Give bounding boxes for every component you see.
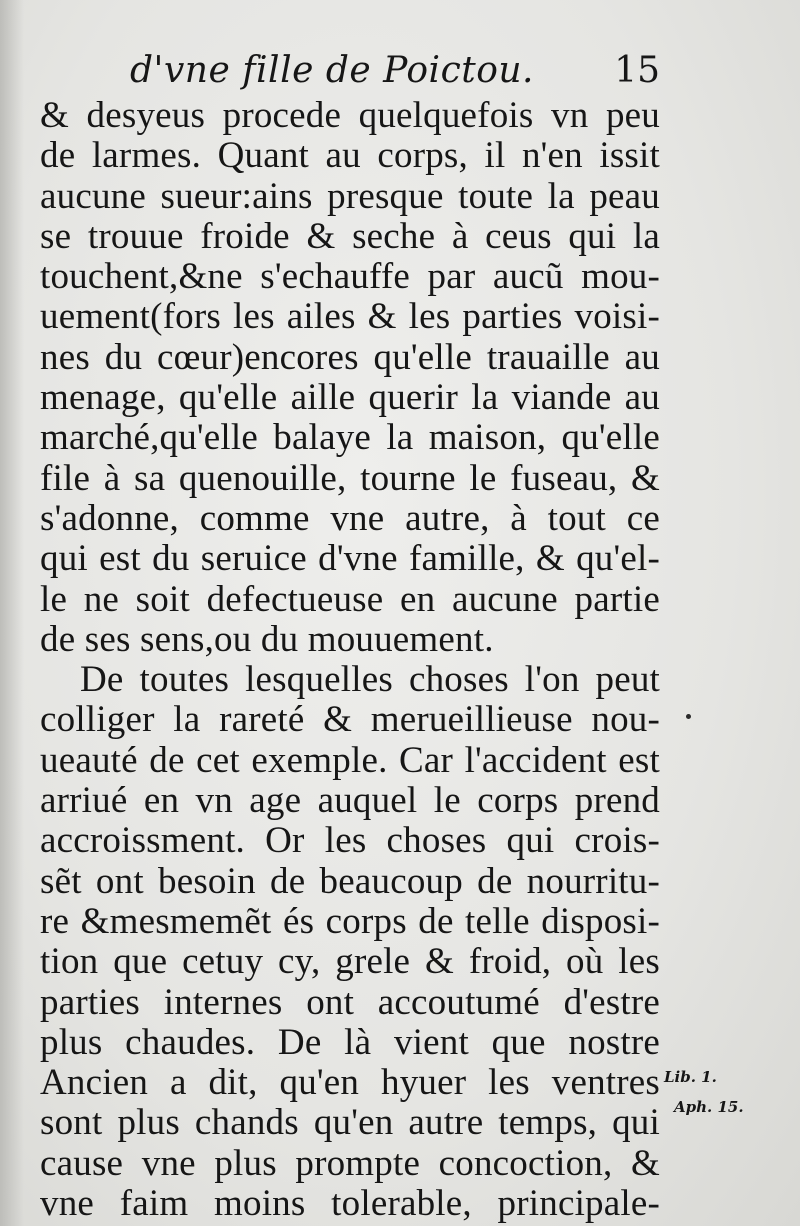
text-line: aucune sueur:ains presque toute la peau bbox=[40, 175, 660, 217]
text-line: se trouue froide & seche à ceus qui la bbox=[40, 215, 660, 257]
text-line: file à sa quenouille, tourne le fuseau, & bbox=[40, 457, 660, 499]
margin-note-aphorism: Aph. 15. bbox=[674, 1098, 744, 1116]
text-line: Ancien a dit, qu'en hyuer les ventres bbox=[40, 1062, 660, 1104]
text-line: accroissment. Or les choses qui crois- bbox=[40, 820, 660, 862]
text-line: marché,qu'elle balaye la maison, qu'elle bbox=[40, 417, 660, 459]
page-number: 15 bbox=[614, 50, 660, 91]
text-line: tion que cetuy cy, grele & froid, où les bbox=[40, 941, 660, 983]
text-line: nes du cœur)encores qu'elle trauaille au bbox=[40, 336, 660, 378]
body-text bbox=[40, 96, 660, 1224]
text-line: ueauté de cet exemple. Car l'accident est bbox=[40, 739, 660, 781]
text-line: sẽt ont besoin de beaucoup de nourritu- bbox=[40, 860, 660, 902]
text-line: menage, qu'elle aille querir la viande au bbox=[40, 377, 660, 419]
text-line: le ne soit defectueuse en aucune partie bbox=[40, 578, 660, 620]
text-line: & desyeus procede quelquefois vn peu bbox=[40, 95, 660, 136]
text-line: de larmes. Quant au corps, il n'en issit bbox=[40, 135, 660, 177]
text-line: arriué en vn age auquel le corps prend bbox=[40, 780, 660, 822]
text-line: uement(fors les ailes & les parties voisi- bbox=[40, 296, 660, 338]
text-line: s'adonne, comme vne autre, à tout ce bbox=[40, 497, 660, 539]
text-line: re &mesmemẽt és corps de telle disposi- bbox=[40, 900, 660, 942]
page-header bbox=[40, 46, 660, 96]
binding-shadow bbox=[0, 0, 24, 1226]
text-line: sont plus chands qu'en autre temps, qui bbox=[40, 1102, 660, 1144]
text-line: qui est du seruice d'vne famille, & qu'el- bbox=[40, 538, 660, 580]
text-line: De toutes lesquelles choses l'on peut bbox=[80, 659, 660, 701]
text-line: plus chaudes. De là vient que nostre bbox=[40, 1021, 660, 1063]
text-line: parties internes ont accoutumé d'estre bbox=[40, 981, 660, 1023]
margin-note-book: Lib. 1. bbox=[664, 1068, 717, 1086]
text-line: vne faim moins tolerable, principale- bbox=[40, 1183, 660, 1225]
running-head: d'vne fille de Poictou. bbox=[130, 50, 535, 91]
text-line: colliger la rareté & merueillieuse nou- bbox=[40, 699, 660, 741]
text-line: cause vne plus prompte concoction, & bbox=[40, 1142, 660, 1184]
text-line: touchent,&ne s'echauffe par aucũ mou- bbox=[40, 256, 660, 298]
margin-note bbox=[664, 1062, 784, 1122]
ink-speck bbox=[686, 714, 691, 719]
text-line: de ses sens,ou du mouuement. bbox=[40, 618, 494, 660]
